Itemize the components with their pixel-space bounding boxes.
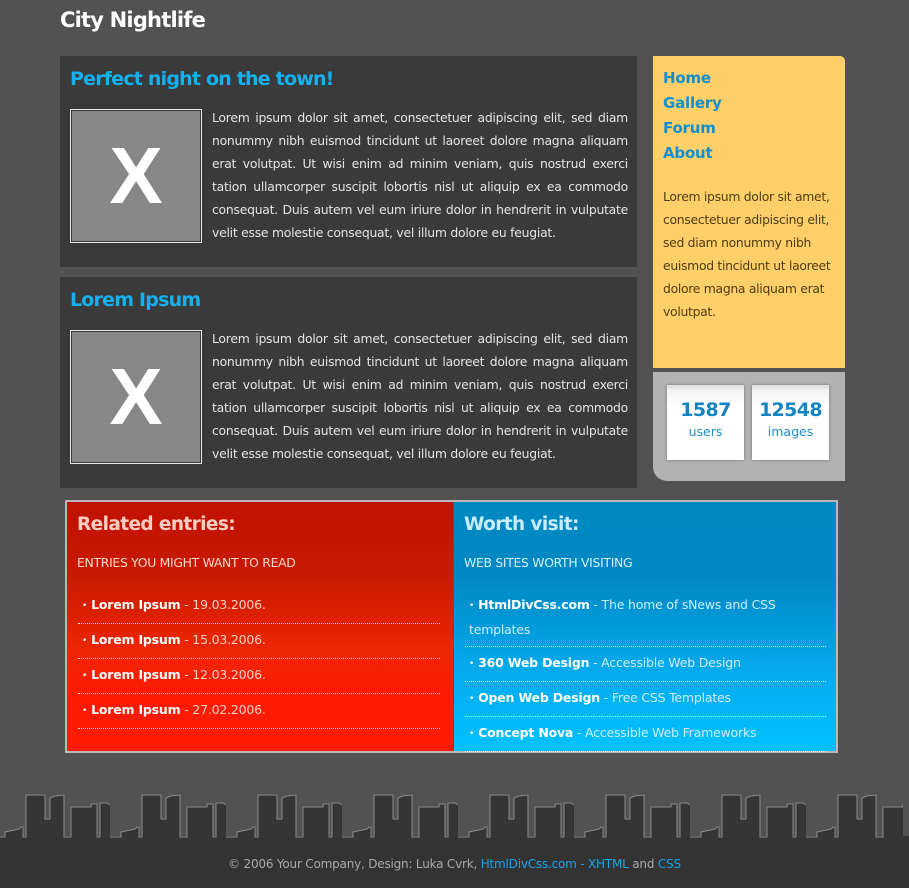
site-link[interactable]: Open Web Design	[478, 690, 600, 705]
nav-about[interactable]: About	[663, 144, 713, 162]
bullet-icon: •	[469, 659, 475, 669]
stat-label: images	[767, 424, 814, 439]
list-item	[78, 659, 440, 694]
site-description: - Accessible Web Design	[589, 655, 741, 670]
list-item	[465, 717, 826, 752]
related-entries-box	[67, 502, 453, 751]
worth-subtitle: WEB SITES WORTH VISITING	[464, 555, 633, 570]
footer-separator: -	[576, 857, 589, 871]
list-item	[78, 589, 440, 624]
stat-images	[752, 385, 829, 460]
list-item	[465, 589, 826, 647]
site-title: City Nightlife	[60, 8, 206, 32]
entry-date: - 15.03.2006.	[180, 632, 266, 647]
entry-date: - 12.03.2006.	[180, 667, 266, 682]
stat-label: users	[688, 424, 723, 439]
bullet-icon: •	[82, 601, 88, 611]
site-link[interactable]: HtmlDivCss.com	[478, 597, 590, 612]
footer-link-xhtml[interactable]: XHTML	[588, 857, 629, 871]
worth-list	[465, 589, 826, 752]
article-image	[70, 109, 202, 243]
stat-users	[667, 385, 744, 460]
bullet-icon: •	[469, 729, 475, 739]
bullet-icon: •	[469, 694, 475, 704]
sidebar	[653, 56, 845, 368]
entry-link[interactable]: Lorem Ipsum	[91, 667, 181, 682]
placeholder-x-icon: X	[72, 332, 200, 462]
article-text: Lorem ipsum dolor sit amet, consectetuer adipiscing elit, sed diam nonummy nibh euismod tincidunt ut laoreet dolore magna aliquam erat volutpat. Ut wisi enim ad minim veniam, quis nostrud exerci tation ullamcorper suscipit lobortis nisl ut aliquip ex ea commodo consequat. Duis autem vel eum iriure dolor in hendrerit in vulputate velit esse molestie consequat, vel illum dolore eu feugiat.	[212, 331, 628, 461]
article-panel	[60, 56, 637, 267]
site-description: - The home of sNews and CSS templates	[469, 597, 776, 637]
article-title: Lorem Ipsum	[70, 289, 201, 311]
article-image	[70, 330, 202, 464]
footer-link-css[interactable]: CSS	[657, 857, 681, 871]
article-panel	[60, 277, 637, 488]
entry-link[interactable]: Lorem Ipsum	[91, 702, 181, 717]
site-link[interactable]: 360 Web Design	[478, 655, 590, 670]
list-item	[78, 624, 440, 659]
nav-forum[interactable]: Forum	[663, 119, 716, 137]
site-description: - Free CSS Templates	[599, 690, 731, 705]
list-item	[465, 682, 826, 717]
list-item	[465, 647, 826, 682]
worth-title: Worth visit:	[464, 514, 579, 535]
site-link[interactable]: Concept Nova	[478, 725, 574, 740]
related-subtitle: ENTRIES YOU MIGHT WANT TO READ	[77, 555, 296, 570]
related-title: Related entries:	[77, 514, 236, 535]
bullet-icon: •	[82, 636, 88, 646]
related-list	[78, 589, 440, 729]
bullet-icon: •	[469, 601, 475, 611]
footer	[0, 857, 909, 871]
footer-link-htmldivcss[interactable]: HtmlDivCss.com	[480, 857, 577, 871]
stat-value: 12548	[758, 399, 823, 421]
stats-panel	[653, 372, 845, 481]
bottom-section	[65, 500, 838, 753]
entry-link[interactable]: Lorem Ipsum	[91, 632, 181, 647]
footer-copyright: © 2006 Your Company, Design: Luka Cvrk,	[228, 857, 481, 871]
bullet-icon: •	[82, 706, 88, 716]
site-description: - Accessible Web Frameworks	[573, 725, 757, 740]
nav-home[interactable]: Home	[663, 69, 711, 87]
sidebar-text: Lorem ipsum dolor sit amet, consectetuer adipiscing elit, sed diam nonummy nibh euismod tincidunt ut laoreet dolore magna aliquam erat volutpat.	[663, 189, 831, 319]
entry-link[interactable]: Lorem Ipsum	[91, 597, 181, 612]
nav-gallery[interactable]: Gallery	[663, 94, 722, 112]
city-skyline-graphic	[0, 785, 909, 841]
sidebar-nav	[663, 66, 722, 166]
list-item	[78, 694, 440, 729]
entry-date: - 27.02.2006.	[180, 702, 266, 717]
footer-and: and	[628, 857, 658, 871]
article-title: Perfect night on the town!	[70, 68, 334, 90]
entry-date: - 19.03.2006.	[180, 597, 266, 612]
article-text: Lorem ipsum dolor sit amet, consectetuer adipiscing elit, sed diam nonummy nibh euismod tincidunt ut laoreet dolore magna aliquam erat volutpat. Ut wisi enim ad minim veniam, quis nostrud exerci tation ullamcorper suscipit lobortis nisl ut aliquip ex ea commodo consequat. Duis autem vel eum iriure dolor in hendrerit in vulputate velit esse molestie consequat, vel illum dolore eu feugiat.	[212, 110, 628, 240]
stat-value: 1587	[680, 399, 731, 421]
placeholder-x-icon: X	[72, 111, 200, 241]
bullet-icon: •	[82, 671, 88, 681]
worth-visit-box	[454, 502, 836, 751]
